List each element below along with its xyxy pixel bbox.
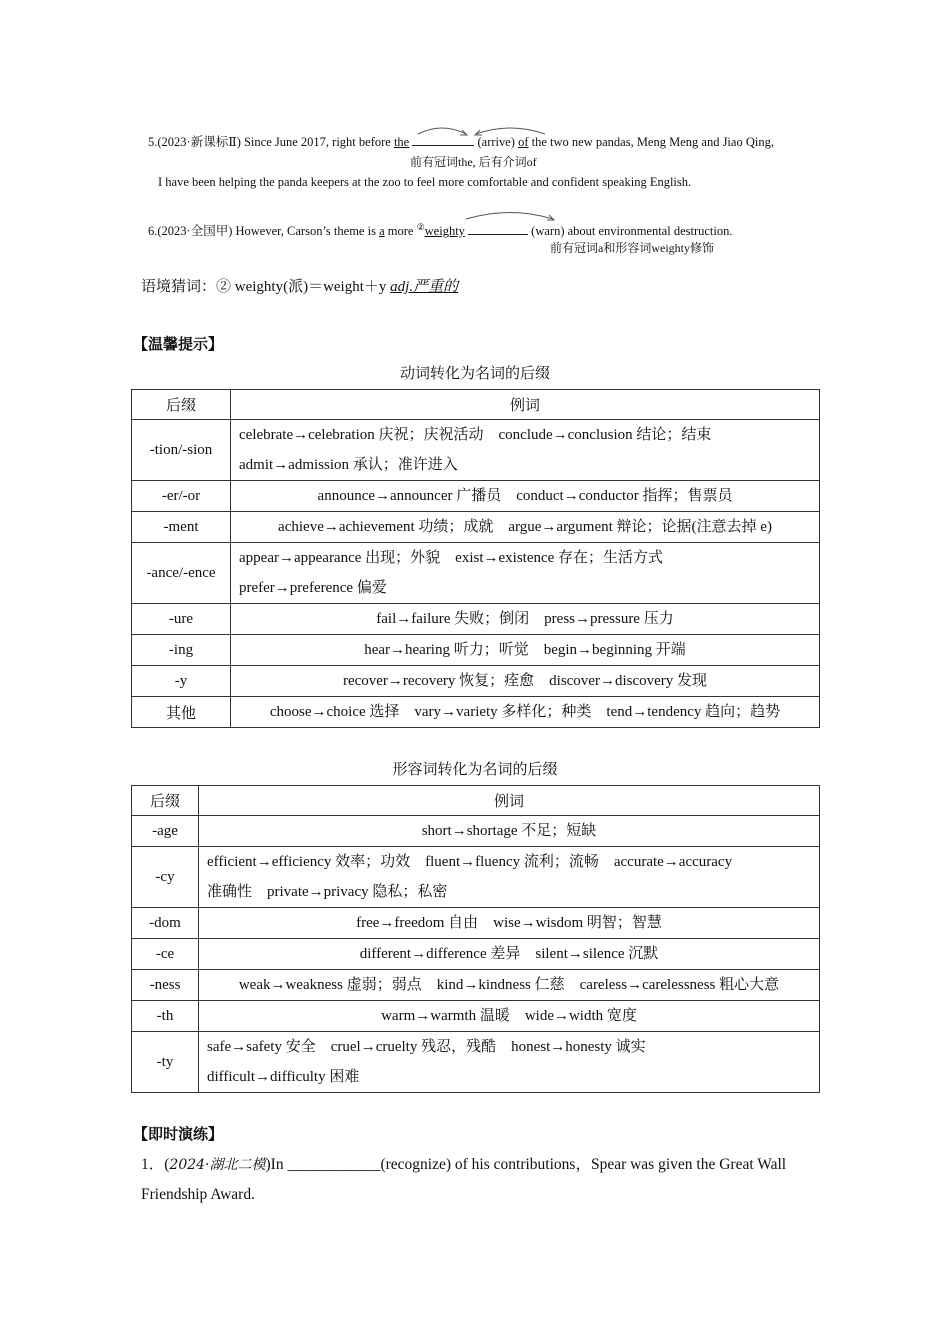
example-line: hear→hearing 听力；听觉 begin→beginning 开端 [364,642,686,658]
example-cell [231,604,820,635]
table2-title: 形容词转化为名词的后缀 [392,762,558,778]
suffix-cell: -ing [132,635,231,666]
practice-question-1 [141,1150,816,1209]
table-row [132,1032,820,1093]
example-cell [231,512,820,543]
suffix-cell: -age [132,816,199,847]
suffix-cell: -ness [132,970,199,1001]
example-cell [231,635,820,666]
example-line: achieve→achievement 功绩；成就 argue→argument 辩论；论据(注意去掉 e) [278,519,772,535]
example-5-article: the [393,135,410,149]
example-6-mid: more [384,224,417,239]
table-row [132,604,820,635]
table-row [132,420,820,481]
table-row [132,908,820,939]
table-row [132,481,820,512]
example-6-annotation: 前有冠词a和形容词weighty修饰 [550,241,714,255]
table-row [132,939,820,970]
header-examples: 例词 [231,390,820,420]
example-cell [231,666,820,697]
header-suffix: 后缀 [132,390,231,420]
context-guess-label: 语境猜词：② weighty(派)＝weight＋y [141,279,391,295]
table-header-row [132,786,820,816]
suffix-cell: -ment [132,512,231,543]
example-cell [231,697,820,728]
example-line: fail→failure 失败；倒闭 press→pressure 压力 [376,611,674,627]
suffix-cell: -th [132,1001,199,1032]
table-row [132,847,820,908]
suffix-cell: -y [132,666,231,697]
table-row [132,543,820,604]
example-6-article: a [379,224,385,239]
tip-heading: 【温馨提示】 [133,337,224,353]
table-row [132,970,820,1001]
example-5-prefix: 5.(2023·新课标Ⅱ) Since June 2017, right before [148,135,394,149]
example-line: 准确性 private→privacy 隐私；私密 [207,884,448,900]
example-6-line [148,219,733,239]
example-6-blank [468,223,528,235]
table-row [132,635,820,666]
example-line: celebrate→celebration 庆祝；庆祝活动 conclude→conclusion 结论；结束 [239,427,712,443]
example-line: short→shortage 不足；短缺 [421,823,597,839]
example-line: free→freedom 自由 wise→wisdom 明智；智慧 [356,915,662,931]
example-cell [199,1032,820,1093]
suffix-cell: -ure [132,604,231,635]
suffix-cell: -cy [132,847,199,908]
suffix-cell: -ance/-ence [132,543,231,604]
context-guess [141,275,458,296]
table-header-row [132,390,820,420]
header-examples: 例词 [199,786,820,816]
adjective-suffix-table [131,785,820,1093]
verb-suffix-table [131,389,820,728]
example-line: safe→safety 安全 cruel→cruelty 残忍，残酷 honest→honesty 诚实 [207,1039,646,1055]
example-5-line2: I have been helping the panda keepers at the zoo to feel more comfortable and confident speaking English. [158,175,692,189]
example-cell [231,420,820,481]
example-cell [231,543,820,604]
practice-heading: 【即时演练】 [133,1127,224,1143]
table-row [132,816,820,847]
context-guess-definition: adj.严重的 [390,279,459,295]
example-line: prefer→preference 偏爱 [239,580,387,596]
table-row [132,512,820,543]
example-6-hint: (warn) about environmental destruction. [528,224,733,239]
suffix-cell: -dom [132,908,199,939]
suffix-cell: 其他 [132,697,231,728]
table-row [132,697,820,728]
suffix-cell: -tion/-sion [132,420,231,481]
example-line: admit→admission 承认；准许进入 [239,457,458,473]
example-5-preposition: of [518,135,529,149]
header-suffix: 后缀 [132,786,199,816]
example-5-rest: the two new pandas, Meng Meng and Jiao Qing, [528,135,774,149]
example-5-arrows [0,0,950,300]
question-number: 1．( [141,1156,170,1173]
example-cell [199,908,820,939]
example-cell [199,939,820,970]
example-line: difficult→difficulty 困难 [207,1069,360,1085]
suffix-cell: -er/-or [132,481,231,512]
question-text: )In ____________(recognize) of his contributions，Spear was given the Great Wall Friendship Award. [141,1156,787,1203]
table-row [132,1001,820,1032]
example-cell [199,970,820,1001]
example-cell [231,481,820,512]
example-cell [199,816,820,847]
example-line: efficient→efficiency 效率；功效 fluent→fluency 流利；流畅 accurate→accuracy [207,854,733,870]
example-line: announce→announcer 广播员 conduct→conductor 指挥；售票员 [317,488,733,504]
example-line: weak→weakness 虚弱；弱点 kind→kindness 仁慈 careless→carelessness 粗心大意 [238,977,780,993]
example-line: warm→warmth 温暖 wide→width 宽度 [381,1008,637,1024]
example-line: appear→appearance 出现；外貌 exist→existence 存在；生活方式 [239,550,664,566]
suffix-cell: -ce [132,939,199,970]
example-6-adjective: weighty [424,224,465,239]
table1-title: 动词转化为名词的后缀 [399,366,550,382]
example-6-mark: ② [416,222,425,232]
example-line: choose→choice 选择 vary→variety 多样化；种类 tend→tendency 趋向；趋势 [269,704,781,720]
example-line: recover→recovery 恢复；痊愈 discover→discovery 发现 [342,673,708,689]
example-6-prefix: 6.(2023·全国甲) However, Carson’s theme is [148,224,380,239]
example-line: different→difference 差异 silent→silence 沉默 [359,946,659,962]
question-source: 2024·湖北二模 [169,1157,266,1173]
table-row [132,666,820,697]
example-cell [199,1001,820,1032]
suffix-cell: -ty [132,1032,199,1093]
example-5-annotation: 前有冠词the, 后有介词of [410,155,537,169]
example-5-hint: (arrive) [477,135,515,149]
example-cell [199,847,820,908]
